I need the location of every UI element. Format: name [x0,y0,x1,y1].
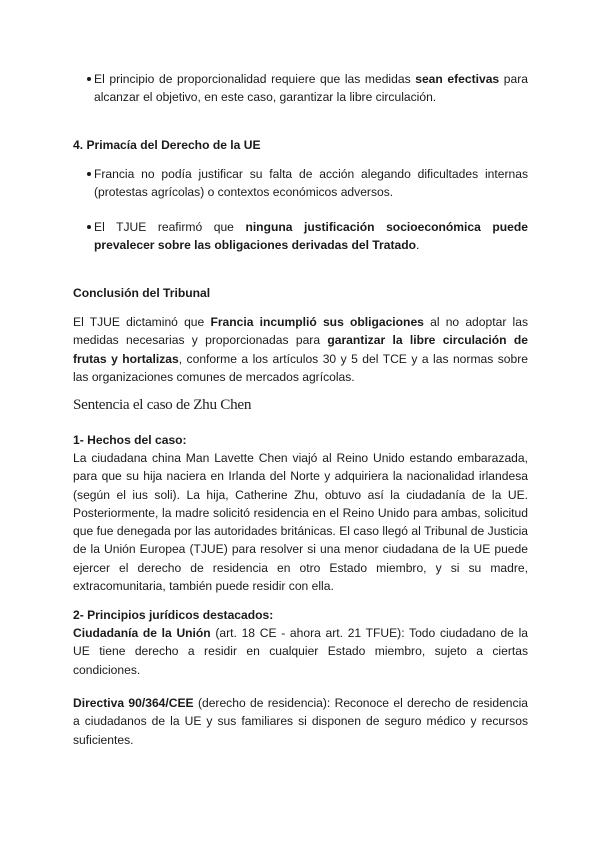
bold-text: sean efectivas [415,72,500,86]
principles-heading: 2- Principios jurídicos destacados: [73,608,274,622]
bold-text: Francia incumplió sus obligaciones [210,315,424,329]
case-title: Sentencia el caso de Zhu Chen [73,396,252,413]
facts-heading: 1- Hechos del caso: [73,433,187,447]
bullet-tjue-reaffirmed [94,218,528,255]
bullet-text: El principio de proporcionalidad requiere que las medidas [94,72,416,86]
paragraph-text: (derecho de residencia): Reconoce el derecho de residencia a ciudadanos de la UE y sus familiares si disponen de seguro médico y recursos suficientes. [73,696,528,747]
conclusion-heading: Conclusión del Tribunal [73,286,211,300]
paragraph-text: , conforme a los artículos 30 y 5 del TCE y a las normas sobre las organizaciones comunes de mercados agrícolas. [73,351,529,384]
bold-text: ninguna justificación socioeconómica puede prevalecer sobre las obligaciones derivadas del Tratado [94,220,528,253]
bold-text: garantizar la libre circulación de frutas y hortalizas [73,333,528,366]
citizenship-paragraph [73,624,528,679]
conclusion-paragraph [73,313,528,386]
paragraph-text: al no adoptar las medidas necesarias y proporcionadas para [73,315,528,348]
bold-text: Ciudadanía de la Unión [73,626,211,640]
section-heading-primacy: 4. Primacía del Derecho de la UE [73,138,261,152]
bullet-text: para alcanzar el objetivo, en este caso, garantizar la libre circulación. [94,72,528,105]
bullet-text: . [415,238,420,253]
paragraph-text: El TJUE dictaminó que [73,315,211,329]
bullet-text: El TJUE reafirmó que [94,220,246,234]
directive-paragraph [73,694,528,749]
bold-text: Directiva 90/364/CEE [73,696,194,710]
facts-paragraph: La ciudadana china Man Lavette Chen viajó al Reino Unido estando embarazada, para que su hija naciera en Irlanda del Norte y adquiriera la nacionalidad irlandesa (según el ius soli). La hija, Catherine Zhu, obtuvo así la ciudadanía de la UE. Posteriormente, la madre solicitó residencia en el Reino Unido para ambas, solicitud que fue denegada por las autoridades británicas. El caso llegó al Tribunal de Justicia de la Unión Europea (TJUE) para resolver si una menor ciudadana de la UE puede ejercer el derecho de residencia en otro Estado miembro, y si su madre, extracomunitaria, también puede residir con ella. [73,451,528,594]
bullet-proportionality [94,70,528,107]
paragraph-text: (art. 18 CE - ahora art. 21 TFUE): Todo ciudadano de la UE tiene derecho a residir en cualquier Estado miembro, sujeto a ciertas condiciones. [73,626,529,677]
bullet-internal-difficulties: Francia no podía justificar su falta de acción alegando dificultades internas (protestas agrícolas) o contextos económicos adversos. [94,165,528,202]
